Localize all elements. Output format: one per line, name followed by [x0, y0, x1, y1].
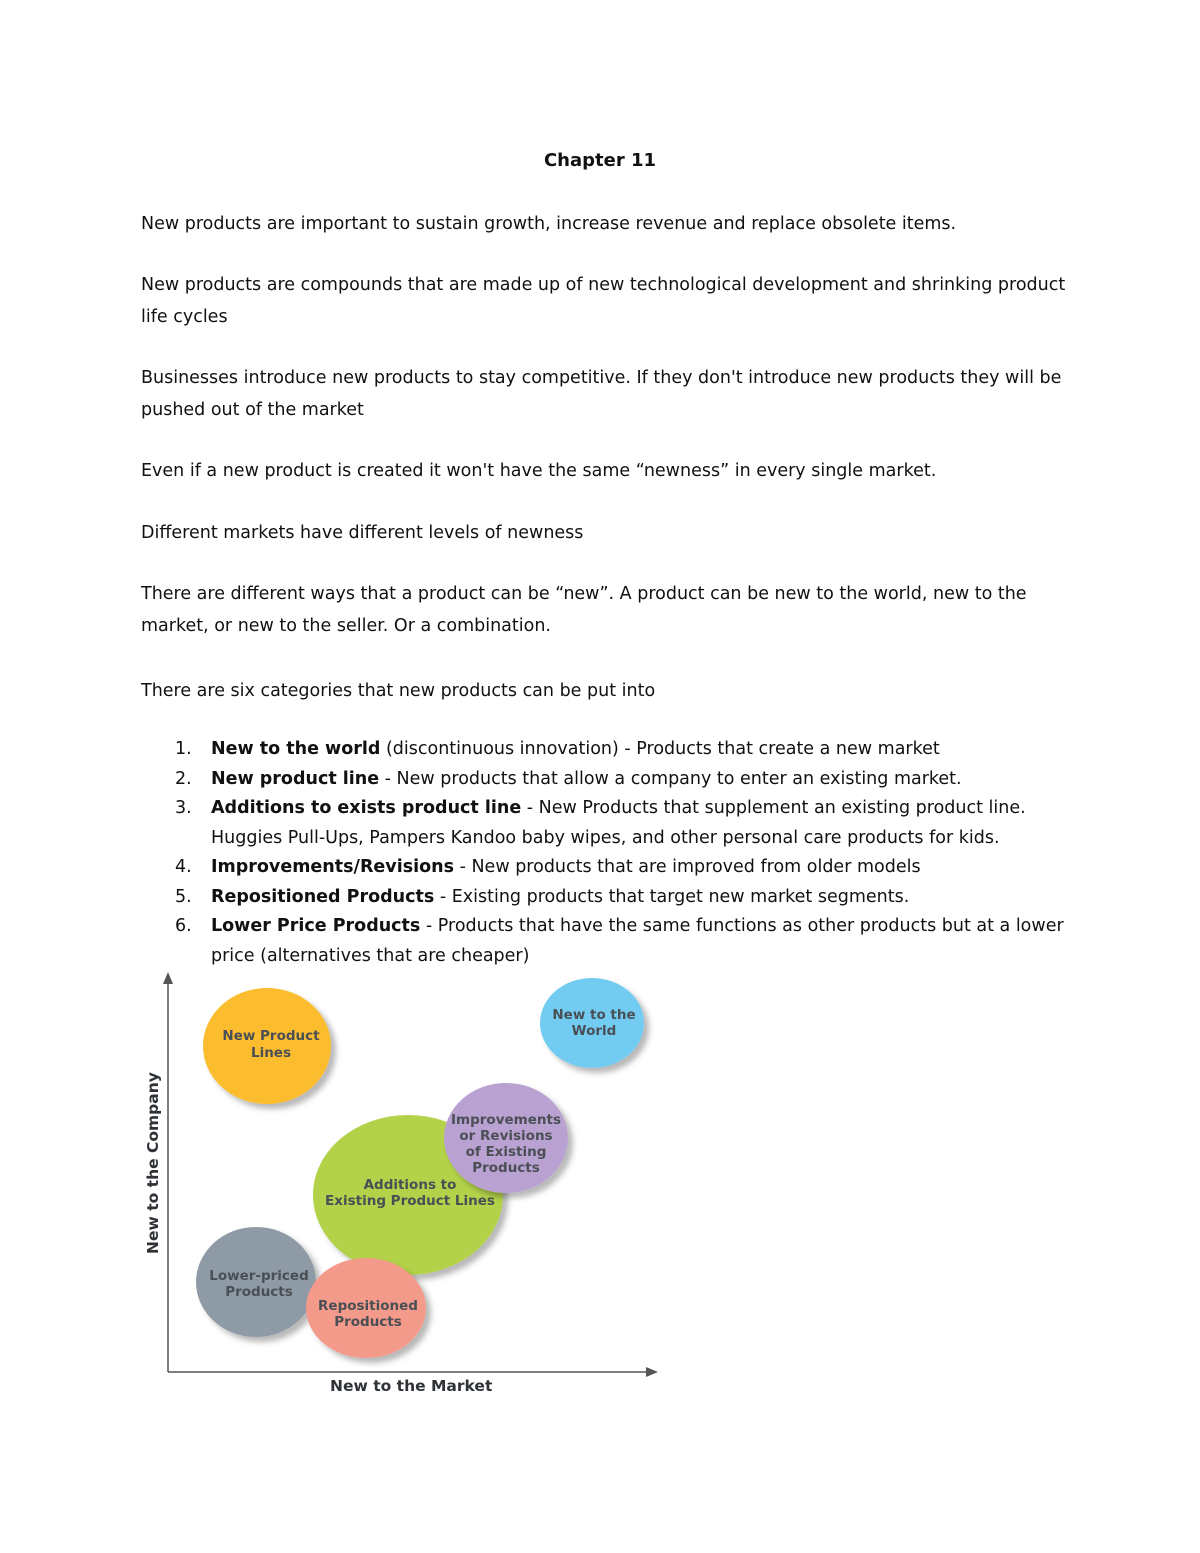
list-desc: - New products that are improved from older models	[454, 857, 921, 877]
list-number: 2.	[175, 768, 192, 789]
list-desc: - New Products that supplement an existing product line. Huggies Pull-Ups, Pampers Kandoo baby wipes, and other personal care products for kids.	[211, 798, 1026, 848]
bubble-label: Lower-priced	[209, 1268, 309, 1284]
paragraph-2: New products are compounds that are made up of new technological development and shrinking product life cycles	[141, 275, 1066, 327]
list-desc: - Products that have the same functions as other products but at a lower price (alternatives that are cheaper)	[211, 916, 1064, 966]
y-axis-arrow-icon	[163, 972, 173, 984]
paragraph-3: Businesses introduce new products to stay competitive. If they don't introduce new products they will be pushed out of the market	[141, 368, 1062, 420]
list-term: Additions to exists product line	[211, 798, 522, 818]
list-number: 5.	[175, 886, 192, 907]
page-title: Chapter 11	[543, 150, 657, 171]
bubble-label: New Product	[222, 1028, 320, 1044]
paragraph-4: Even if a new product is created it won't have the same “newness” in every single market.	[141, 461, 937, 481]
categories-list	[141, 735, 1071, 971]
list-term: Repositioned Products	[211, 886, 435, 907]
bubble-label: New to the	[552, 1007, 636, 1023]
bubble-label: Products	[225, 1284, 293, 1300]
list-number: 4.	[175, 857, 192, 877]
diagram-svg	[138, 968, 668, 1408]
list-item	[141, 912, 1071, 971]
bubble-label: World	[571, 1023, 617, 1039]
paragraph-5: Different markets have different levels of newness	[141, 523, 584, 543]
paragraph-6: There are different ways that a product can be “new”. A product can be new to the world, new to the market, or new to the seller. Or a combination.	[141, 584, 1027, 636]
paragraph-7: There are six categories that new products can be put into	[141, 681, 656, 701]
list-desc: - New products that allow a company to enter an existing market.	[379, 768, 962, 789]
x-axis-label: New to the Market	[330, 1377, 493, 1395]
bubble-label: Repositioned	[318, 1298, 418, 1314]
bubble-label: Existing Product Lines	[325, 1193, 495, 1209]
bubble-label: Additions to	[363, 1177, 457, 1193]
list-term: New product line	[211, 768, 380, 789]
x-axis-arrow-icon	[646, 1367, 658, 1377]
bubble-label: Products	[472, 1160, 540, 1176]
bubble-label: Lines	[250, 1045, 292, 1061]
bubble-label: Improvements	[451, 1112, 561, 1128]
list-item	[141, 765, 1071, 795]
list-desc: (discontinuous innovation) - Products that create a new market	[380, 739, 940, 759]
newness-bubble-diagram	[138, 968, 668, 1408]
list-item	[141, 883, 1071, 913]
list-item	[141, 794, 1071, 853]
list-item	[141, 735, 1071, 765]
bubble-label: or Revisions	[459, 1128, 553, 1144]
list-item	[141, 853, 1071, 883]
bubble-label: Products	[334, 1314, 402, 1330]
list-term: Improvements/Revisions	[211, 857, 455, 877]
bubble-label: of Existing	[465, 1144, 547, 1160]
list-term: Lower Price Products	[211, 916, 421, 936]
list-number: 3.	[175, 798, 192, 818]
list-number: 6.	[175, 916, 192, 936]
list-term: New to the world	[211, 739, 381, 759]
paragraph-1: New products are important to sustain growth, increase revenue and replace obsolete items.	[141, 214, 957, 234]
y-axis-label: New to the Company	[144, 1072, 162, 1254]
list-desc: - Existing products that target new market segments.	[434, 886, 910, 907]
list-number: 1.	[175, 739, 192, 759]
